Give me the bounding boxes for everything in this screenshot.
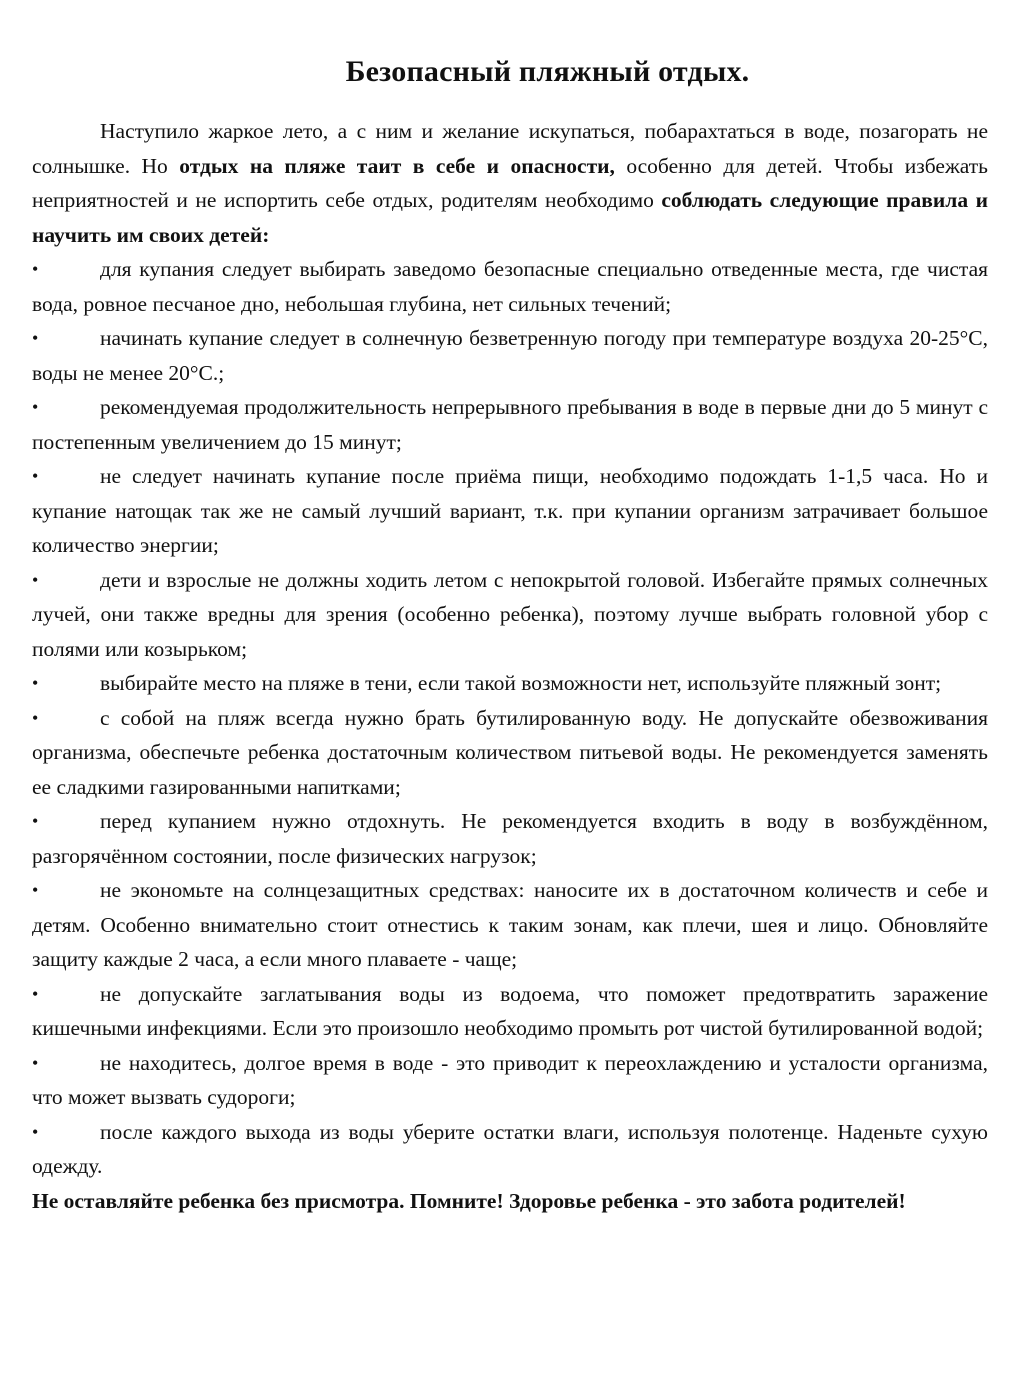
rule-text: не допускайте заглатывания воды из водоема, что поможет предотвратить заражение кишечными инфекциями. Если это произошло необходимо промыть рот чистой бутилированной водой; xyxy=(32,981,988,1040)
rules-list xyxy=(32,252,988,1184)
bullet-icon: • xyxy=(32,569,39,590)
bullet-icon: • xyxy=(32,1121,39,1142)
bullet-icon: • xyxy=(32,466,39,486)
rule-text: не следует начинать купание после приёма пищи, необходимо подождать 1-1,5 часа. Но и купание натощак так же не самый лучший вариант, т.к. при купании организм затрачивает большое количество энергии; xyxy=(32,464,988,557)
rule-item xyxy=(32,1115,988,1184)
rule-text: начинать купание следует в солнечную безветренную погоду при температуре воздуха 20-25°С, воды не менее 20°С.; xyxy=(32,326,988,385)
closing-note: Не оставляйте ребенка без присмотра. Помните! Здоровье ребенка - это забота родителей! xyxy=(32,1188,906,1213)
rule-text: рекомендуемая продолжительность непрерывного пребывания в воде в первые дни до 5 минут с постепенным увеличением до 15 минут; xyxy=(32,395,988,454)
intro-text-2: особенно для детей. Чтобы избежать неприятностей и не испортить себе отдых, родителям необходимо xyxy=(32,153,988,212)
rule-text: не находитесь, долгое время в воде - это приводит к переохлаждению и усталости организма, что может вызвать судороги; xyxy=(32,1050,988,1109)
bullet-icon: • xyxy=(32,1052,39,1073)
document-title: Безопасный пляжный отдых. xyxy=(345,55,750,88)
bullet-icon: • xyxy=(32,880,39,900)
bullet-icon: • xyxy=(32,673,39,693)
rule-text: дети и взрослые не должны ходить летом с непокрытой головой. Избегайте прямых солнечных лучей, они также вредны для зрения (особенно ребенка), поэтому лучше выбрать головной убор с полями или козырьком; xyxy=(32,567,988,661)
rule-item xyxy=(32,459,988,563)
intro-text-1: Наступило жаркое лето, а с ним и желание искупаться, побарахтаться в воде, позагорать не солнышке. Но xyxy=(32,119,988,178)
bullet-icon: • xyxy=(32,811,39,831)
rule-item xyxy=(32,804,988,873)
rule-item xyxy=(32,977,988,1046)
bullet-icon: • xyxy=(32,328,39,348)
rule-text: перед купанием нужно отдохнуть. Не рекомендуется входить в воду в возбуждённом, разгорячённом состоянии, после физических нагрузок; xyxy=(32,809,988,868)
intro-bold-2: соблюдать следующие правила и научить им своих детей: xyxy=(32,188,988,247)
intro-bold-1: отдых на пляже таит в себе и опасности, xyxy=(179,153,615,178)
rule-item xyxy=(32,701,988,805)
rule-text: выбирайте место на пляже в тени, если такой возможности нет, используйте пляжный зонт; xyxy=(100,671,942,695)
rule-text: не экономьте на солнцезащитных средствах: наносите их в достаточном количеств и себе и детям. Особенно внимательно стоит отнестись к таким зонам, как плечи, шея и лицо. Обновляйте защиту каждые 2 часа, а если много плаваете - чаще; xyxy=(32,878,988,971)
bullet-icon: • xyxy=(32,397,39,417)
intro-paragraph xyxy=(32,114,988,252)
bullet-icon: • xyxy=(32,983,39,1004)
rule-item xyxy=(32,321,988,390)
rule-text: для купания следует выбирать заведомо безопасные специально отведенные места, где чистая вода, ровное песчаное дно, небольшая глубина, нет сильных течений; xyxy=(32,257,988,316)
rule-text: после каждого выхода из воды уберите остатки влаги, используя полотенце. Наденьте сухую одежду. xyxy=(32,1119,988,1178)
bullet-icon: • xyxy=(32,259,39,279)
rule-item xyxy=(32,1046,988,1115)
rule-item xyxy=(32,563,988,667)
rule-text: с собой на пляж всегда нужно брать бутилированную воду. Не допускайте обезвоживания организма, обеспечьте ребенка достаточным количеством питьевой воды. Не рекомендуется заменять ее сладкими газированными напитками; xyxy=(32,705,988,799)
bullet-icon: • xyxy=(32,707,39,728)
rule-item xyxy=(32,252,988,321)
rule-item xyxy=(32,873,988,977)
rule-item xyxy=(32,390,988,459)
rule-item xyxy=(32,666,988,701)
